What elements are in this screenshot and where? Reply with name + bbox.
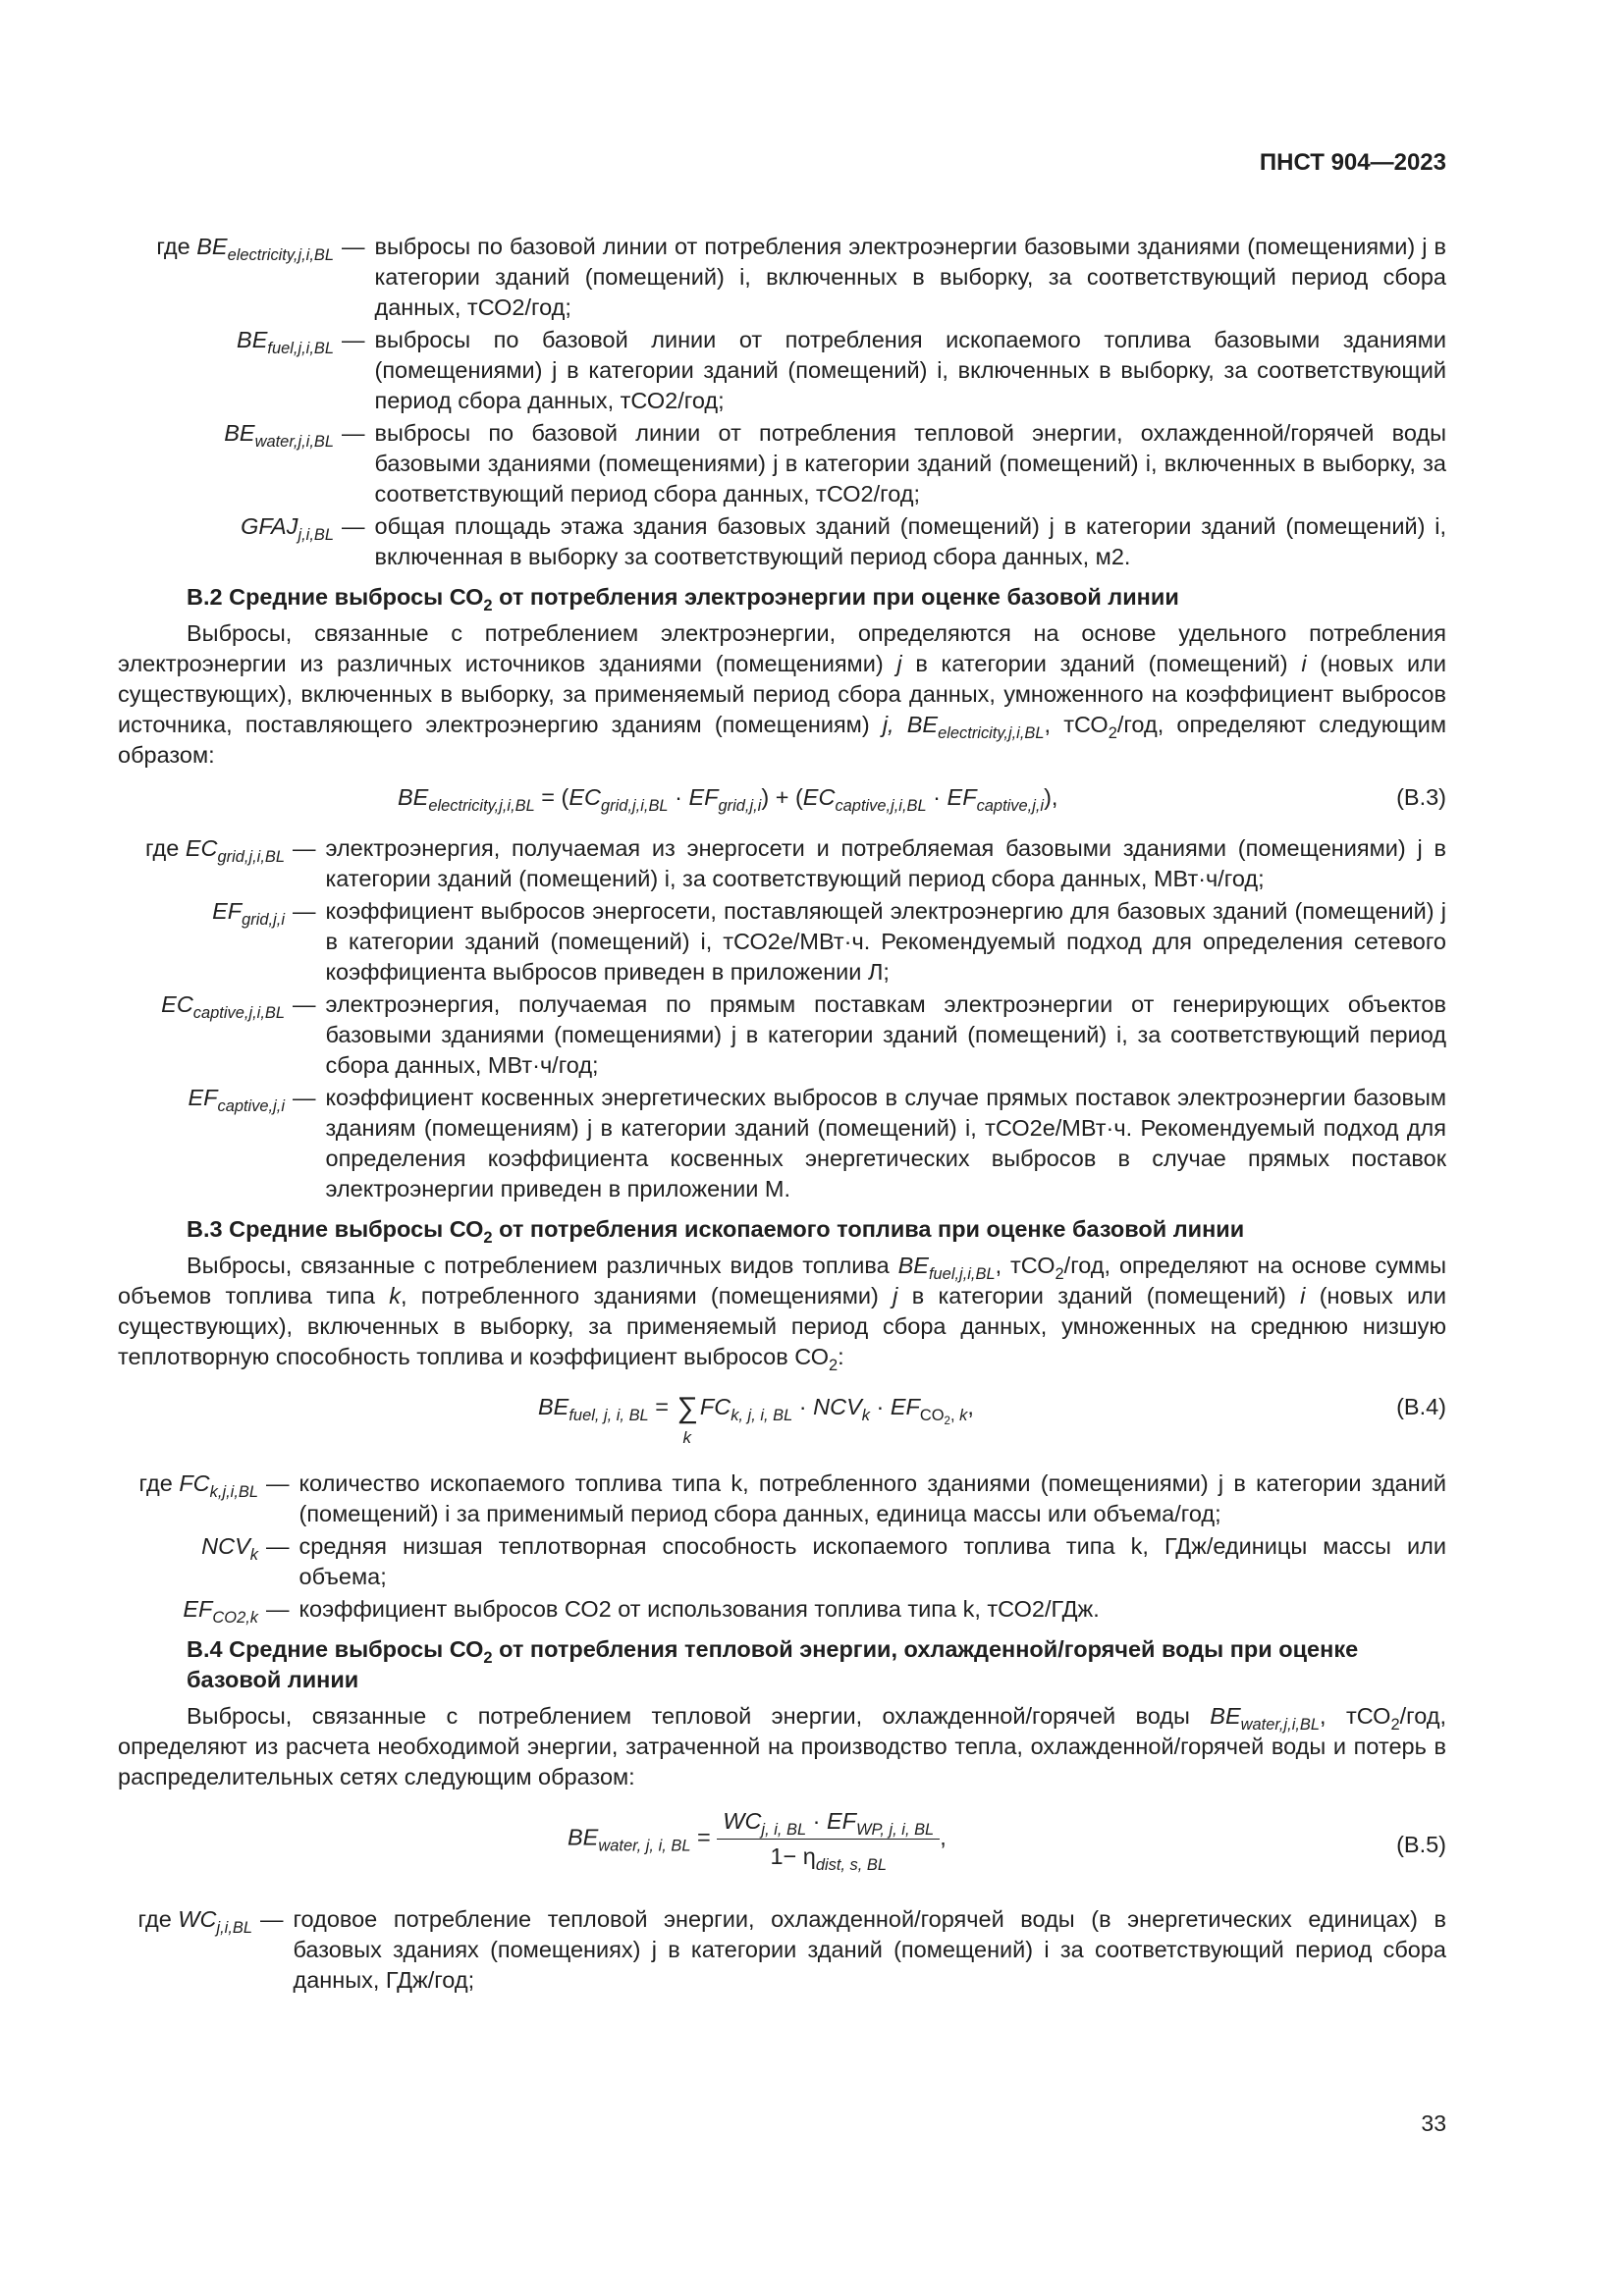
formula-b3 bbox=[118, 778, 1446, 824]
definition-item bbox=[118, 833, 1446, 894]
definition-text: выбросы по базовой линии от потребления ископаемого топлива базовыми зданиями (помещениями) j в категории зданий (помещений) i, включенных в выборку, за соответствующий период сбора данных, тСО2/год; bbox=[374, 327, 1446, 413]
definition-term: где $BE_{electricity,j,i,BL}$ bbox=[156, 234, 334, 264]
definition-text: электроэнергия, получаемая из энергосети и потребляемая базовыми зданиями (помещениями) j в категории зданий (помещений) i, за соответствующий период сбора данных, МВт·ч/год; bbox=[325, 835, 1446, 891]
formula-fraction: $\frac{WC_{j, i, BL} \cdot EF_{WP, j, i, BL}}{1- \eta_{dist, s, BL}}$ bbox=[717, 1806, 940, 1872]
definition-term: $GFAJ_{j,i,BL}$ bbox=[241, 513, 334, 544]
definition-item bbox=[118, 325, 1446, 416]
formula-number: (В.4) bbox=[1396, 1394, 1446, 1419]
definition-dash: — bbox=[342, 327, 365, 352]
definition-dash: — bbox=[260, 1906, 284, 1932]
formula-expression: $BE_{electricity,j,i,BL} = (EC_{grid,j,i,BL} \cdot EF_{grid,j,i}) + (EC_{captive,j,i,BL} \cdot EF_{captive,j,i})$, bbox=[398, 784, 1058, 815]
definition-dash: — bbox=[342, 420, 365, 446]
definition-text: коэффициент выбросов энергосети, поставляющей электроэнергию для базовых зданий (помещений) j в категории зданий (помещений) i, тСО2е/МВт·ч. Рекомендуемый подход для определения сетевого коэффициента выбросов приведен в приложении Л; bbox=[325, 898, 1446, 985]
definition-term: $EF_{grid,j,i}$ bbox=[212, 898, 285, 929]
definition-dash: — bbox=[293, 1085, 316, 1110]
definition-item bbox=[118, 1594, 1446, 1625]
definitions-list-baseline bbox=[118, 232, 1446, 572]
definition-item bbox=[118, 232, 1446, 323]
section-paragraph-b4: Выбросы, связанные с потреблением тепловой энергии, охлажденной/горячей воды $BE_{water,j,i,BL}$, тСО$_2$/год, определяют из расчета необходимой энергии, затраченной на производство тепла, охлажденной/горячей воды и потерь в распределительных сетях следующим образом: bbox=[118, 1703, 1446, 1789]
definition-text: количество ископаемого топлива типа k, потребленного зданиями (помещениями) j в категории зданий (помещений) i за применимый период сбора данных, единица массы или объема/год; bbox=[298, 1470, 1446, 1526]
document-code: ПНСТ 904—2023 bbox=[1259, 149, 1446, 176]
formula-expression: $BE_{water, j, i, BL}$ = $\frac{WC_{j, i, BL} \cdot EF_{WP, j, i, BL}}{1- \eta_{dist, s, BL}}$ , bbox=[568, 1808, 947, 1874]
definition-text: общая площадь этажа здания базовых зданий (помещений) j в категории зданий (помещений) i, включенная в выборку за соответствующий период сбора данных, м2. bbox=[374, 513, 1446, 569]
definitions-list-electricity bbox=[118, 833, 1446, 1204]
definition-item bbox=[118, 896, 1446, 988]
definition-dash: — bbox=[342, 513, 365, 539]
page-number: 33 bbox=[1421, 2110, 1446, 2136]
page-content bbox=[118, 232, 1446, 2005]
definition-text: выбросы по базовой линии от потребления электроэнергии базовыми зданиями (помещениями) j в категории зданий (помещений) i, включенных в выборку, за соответствующий период сбора данных, тСО2/год; bbox=[374, 234, 1446, 320]
definition-item bbox=[118, 1083, 1446, 1204]
definition-dash: — bbox=[342, 234, 365, 259]
definition-dash: — bbox=[293, 898, 316, 924]
definition-text: электроэнергия, получаемая по прямым поставкам электроэнергии от генерирующих объектов базовыми зданиями (помещениями) j в категории зданий (помещений) i, за соответствующий период сбора данных, МВт·ч/год; bbox=[325, 991, 1446, 1078]
formula-number: (В.3) bbox=[1396, 784, 1446, 810]
section-title-b3: В.3 Средние выбросы $СО_2$ от потребления ископаемого топлива при оценке базовой линии bbox=[187, 1216, 1245, 1247]
definition-item bbox=[118, 511, 1446, 572]
definition-text: средняя низшая теплотворная способность ископаемого топлива типа k, ГДж/единицы массы или объема; bbox=[298, 1533, 1446, 1589]
definition-dash: — bbox=[266, 1596, 290, 1622]
formula-number: (В.5) bbox=[1396, 1832, 1446, 1857]
definition-term: где $WC_{j,i,BL}$ bbox=[137, 1906, 252, 1937]
sum-symbol: ∑ k bbox=[677, 1392, 698, 1447]
definition-text: коэффициент косвенных энергетических выбросов в случае прямых поставок электроэнергии базовым зданиям (помещениям) j в категории зданий (помещений) i, тСО2е/МВт·ч. Рекомендуемый подход для определения коэффициента косвенных энергетических выбросов в случае прямых поставок электроэнергии приведен в приложении М. bbox=[325, 1085, 1446, 1201]
definition-item bbox=[118, 1904, 1446, 1996]
definition-term: $BE_{water,j,i,BL}$ bbox=[224, 420, 334, 451]
definition-item bbox=[118, 989, 1446, 1081]
definition-text: коэффициент выбросов СО2 от использования топлива типа k, тСО2/ГДж. bbox=[298, 1596, 1100, 1622]
definition-dash: — bbox=[293, 835, 316, 861]
definition-dash: — bbox=[266, 1470, 290, 1496]
definition-term: $BE_{fuel,j,i,BL}$ bbox=[237, 327, 334, 357]
formula-expression: $BE_{fuel, j, i, BL}$ = ∑ k $FC_{k, j, i, BL} \cdot NCV_k \cdot EF_{CO_2, k}$, bbox=[538, 1392, 974, 1447]
definitions-list-water bbox=[118, 1904, 1446, 1996]
section-paragraph-b2: Выбросы, связанные с потреблением электроэнергии, определяются на основе удельного потребления электроэнергии из различных источников зданиями (помещениями) j в категории зданий (помещений) i (новых или существующих), включенных в выборку, за применяемый период сбора данных, умноженного на коэффициент выбросов источника, поставляющего электроэнергию зданиям (помещениям) j, $BE_{electricity,j,i,BL}$, тСО$_2$/год, определяют следующим образом: bbox=[118, 620, 1446, 768]
definition-item bbox=[118, 1531, 1446, 1592]
definitions-list-fuel bbox=[118, 1468, 1446, 1625]
definition-term: $EF_{captive,j,i}$ bbox=[188, 1085, 285, 1115]
definition-text: годовое потребление тепловой энергии, охлажденной/горячей воды (в энергетических единицах) в базовых зданиях (помещениях) j в категории зданий (помещений) i за соответствующий период сбора данных, ГДж/год; bbox=[293, 1906, 1446, 1993]
section-paragraph-b3: Выбросы, связанные с потреблением различных видов топлива $BE_{fuel,j,i,BL}$, тСО$_2$/год, определяют на основе суммы объемов топлива типа k, потребленного зданиями (помещениями) j в категории зданий (помещений) i (новых или существующих), включенных в выборку, за применяемый период сбора данных, умноженных на среднюю низшую теплотворную способность топлива и коэффициент выбросов $СО_2$: bbox=[118, 1253, 1446, 1374]
definition-term: $NCV_k$ bbox=[201, 1533, 258, 1564]
definition-dash: — bbox=[293, 991, 316, 1017]
definition-term: где $FC_{k,j,i,BL}$ bbox=[138, 1470, 258, 1501]
section-title-b4: В.4 Средние выбросы $СО_2$ от потребления тепловой энергии, охлажденной/горячей воды при оценке базовой линии bbox=[187, 1636, 1359, 1692]
definition-term: $EC_{captive,j,i,BL}$ bbox=[161, 991, 285, 1022]
definition-item bbox=[118, 1468, 1446, 1529]
formula-b4 bbox=[118, 1380, 1446, 1459]
definition-text: выбросы по базовой линии от потребления тепловой энергии, охлажденной/горячей воды базовыми зданиями (помещениями) j в категории зданий (помещений) i, включенных в выборку, за соответствующий период сбора данных, тСО2/год; bbox=[374, 420, 1446, 507]
section-title-b2: В.2 Средние выбросы $СО_2$ от потребления электроэнергии при оценке базовой линии bbox=[187, 584, 1179, 614]
definition-item bbox=[118, 418, 1446, 509]
definition-term: где $EC_{grid,j,i,BL}$ bbox=[144, 835, 285, 866]
formula-b5 bbox=[118, 1800, 1446, 1895]
definition-dash: — bbox=[266, 1533, 290, 1559]
definition-term: $EF_{CO2,k}$ bbox=[183, 1596, 258, 1627]
